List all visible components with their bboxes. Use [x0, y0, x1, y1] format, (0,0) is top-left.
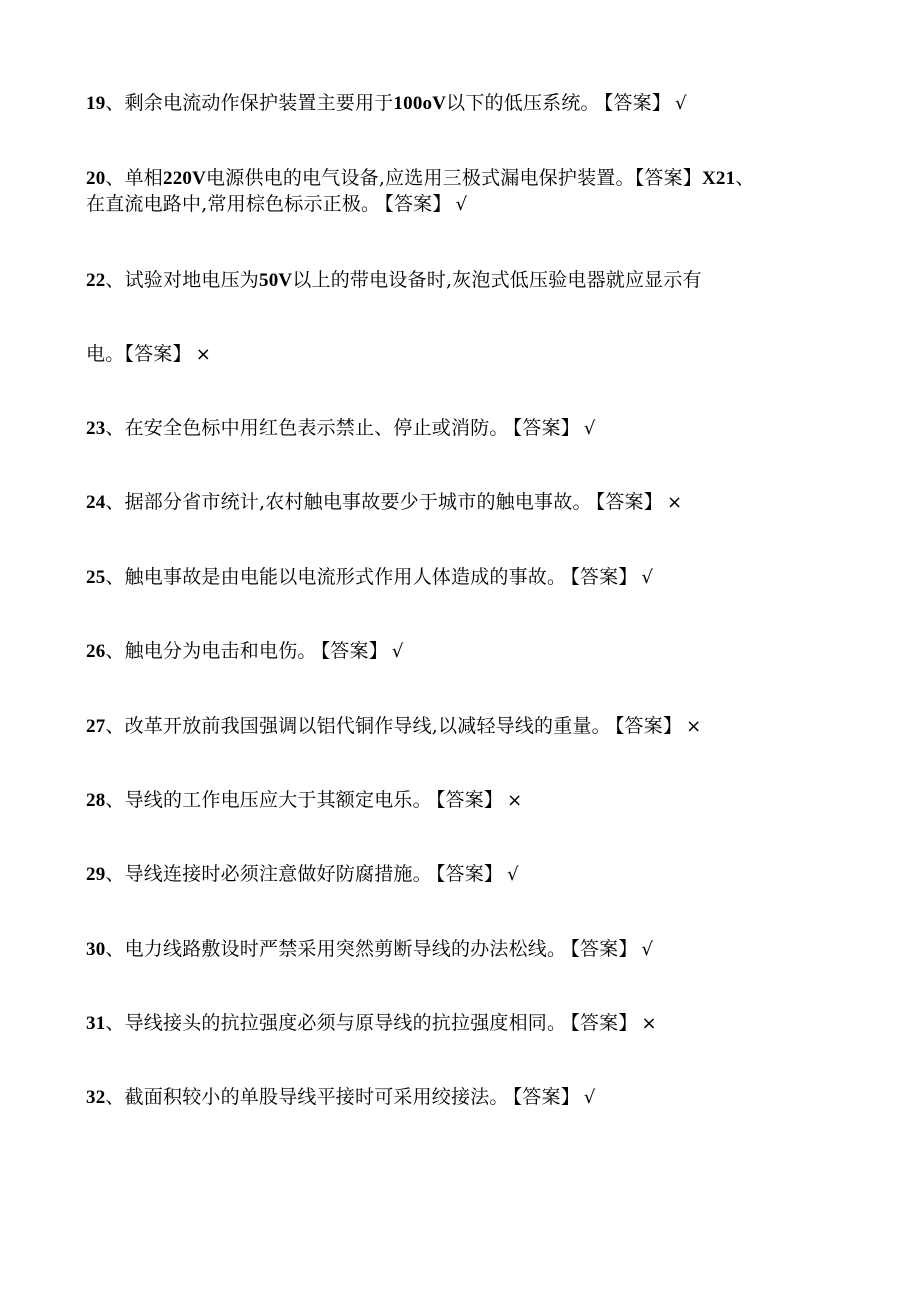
question-text: 、电力线路敷设时严禁采用突然剪断导线的办法松线。 [105, 938, 567, 960]
question-number: 31 [86, 1013, 106, 1034]
question-text: 、触电事故是由电能以电流形式作用人体造成的事故。 [105, 566, 567, 588]
question-32 [86, 1084, 846, 1111]
question-text: 、据部分省市统计,农村触电事故要少于城市的触电事故。 [105, 491, 592, 513]
question-number: 27 [86, 716, 106, 737]
question-number: 28 [86, 790, 106, 811]
question-text: 、触电分为电击和电伤。 [105, 640, 317, 662]
answer-mark: √ [507, 864, 519, 885]
question-text: 、导线的工作电压应大于其额定电乐。 [105, 789, 432, 811]
question-19 [86, 90, 846, 117]
answer-mark: × [507, 790, 523, 811]
question-text-continued: 以下的低压系统。 [446, 92, 600, 114]
question-text-continued: 以上的带电设备时,灰泡式低压验电器就应显示有 [292, 269, 702, 291]
question-text: 、在安全色标中用红色表示禁止、停止或消防。 [105, 417, 509, 439]
question-text: 、导线连接时必须注意做好防腐措施。 [105, 863, 432, 885]
question-22-continued [86, 341, 846, 368]
question-number: 19 [86, 93, 106, 114]
answer-label: 【答案】 [570, 566, 638, 588]
answer-mark: X21 [702, 168, 736, 189]
answer-label: 【答案】 [570, 938, 638, 960]
question-text-tail: 、 [735, 167, 755, 189]
question-26 [86, 638, 846, 665]
answer-mark: √ [583, 1087, 596, 1108]
answer-label: 【答案】 [512, 1086, 580, 1108]
question-text: 电。 [86, 343, 125, 365]
answer-label: 【答案】 [384, 193, 452, 215]
question-number: 29 [86, 864, 106, 885]
answer-mark: √ [641, 567, 654, 588]
question-23 [86, 415, 846, 442]
question-text: 、导线接头的抗拉强度必须与原导线的抗拉强度相同。 [105, 1012, 567, 1034]
question-text: 、改革开放前我国强调以铝代铜作导线,以减轻导线的重量。 [105, 715, 611, 737]
question-number: 22 [86, 270, 106, 291]
question-25 [86, 564, 846, 591]
question-27 [86, 713, 846, 740]
question-number: 24 [86, 492, 106, 513]
question-bold-value: 50V [259, 270, 293, 291]
question-29 [86, 861, 846, 888]
question-20 [86, 165, 846, 192]
answer-label: 【答案】 [512, 417, 580, 439]
question-number: 30 [86, 939, 106, 960]
answer-mark: √ [641, 939, 654, 960]
question-21 [86, 191, 846, 218]
answer-mark: × [641, 1013, 657, 1034]
answer-mark: × [666, 492, 683, 513]
answer-label: 【答案】 [634, 167, 703, 189]
question-number: 23 [86, 418, 106, 439]
answer-label: 【答案】 [124, 343, 192, 365]
answer-label: 【答案】 [570, 1012, 638, 1034]
question-number: 25 [86, 567, 106, 588]
question-bold-value: 220V [163, 168, 207, 189]
question-number: 32 [86, 1087, 106, 1108]
question-28 [86, 787, 846, 814]
answer-mark: √ [455, 194, 468, 215]
answer-label: 【答案】 [603, 92, 672, 114]
question-text: 、截面积较小的单股导线平接时可采用绞接法。 [105, 1086, 509, 1108]
question-text: 在直流电路中,常用棕色标示正极。 [86, 193, 381, 215]
question-31 [86, 1010, 846, 1037]
question-number: 20 [86, 168, 106, 189]
answer-mark: × [686, 716, 702, 737]
question-22 [86, 267, 846, 294]
answer-mark: × [195, 344, 212, 365]
answer-label: 【答案】 [435, 789, 504, 811]
question-text-continued: 电源供电的电气设备,应选用三极式漏电保护装置。 [206, 167, 635, 189]
answer-mark: √ [391, 641, 404, 662]
question-text: 、试验对地电压为 [105, 269, 260, 291]
answer-mark: √ [583, 418, 596, 439]
question-text: 、剩余电流动作保护装置主要用于 [105, 92, 394, 114]
question-text: 、单相 [105, 167, 164, 189]
question-30 [86, 936, 846, 963]
answer-mark: √ [675, 93, 687, 114]
question-24 [86, 489, 846, 516]
question-bold-value: 100oV [393, 93, 447, 114]
answer-label: 【答案】 [320, 640, 388, 662]
answer-label: 【答案】 [614, 715, 683, 737]
question-number: 26 [86, 641, 106, 662]
answer-label: 【答案】 [595, 491, 663, 513]
answer-label: 【答案】 [435, 863, 504, 885]
